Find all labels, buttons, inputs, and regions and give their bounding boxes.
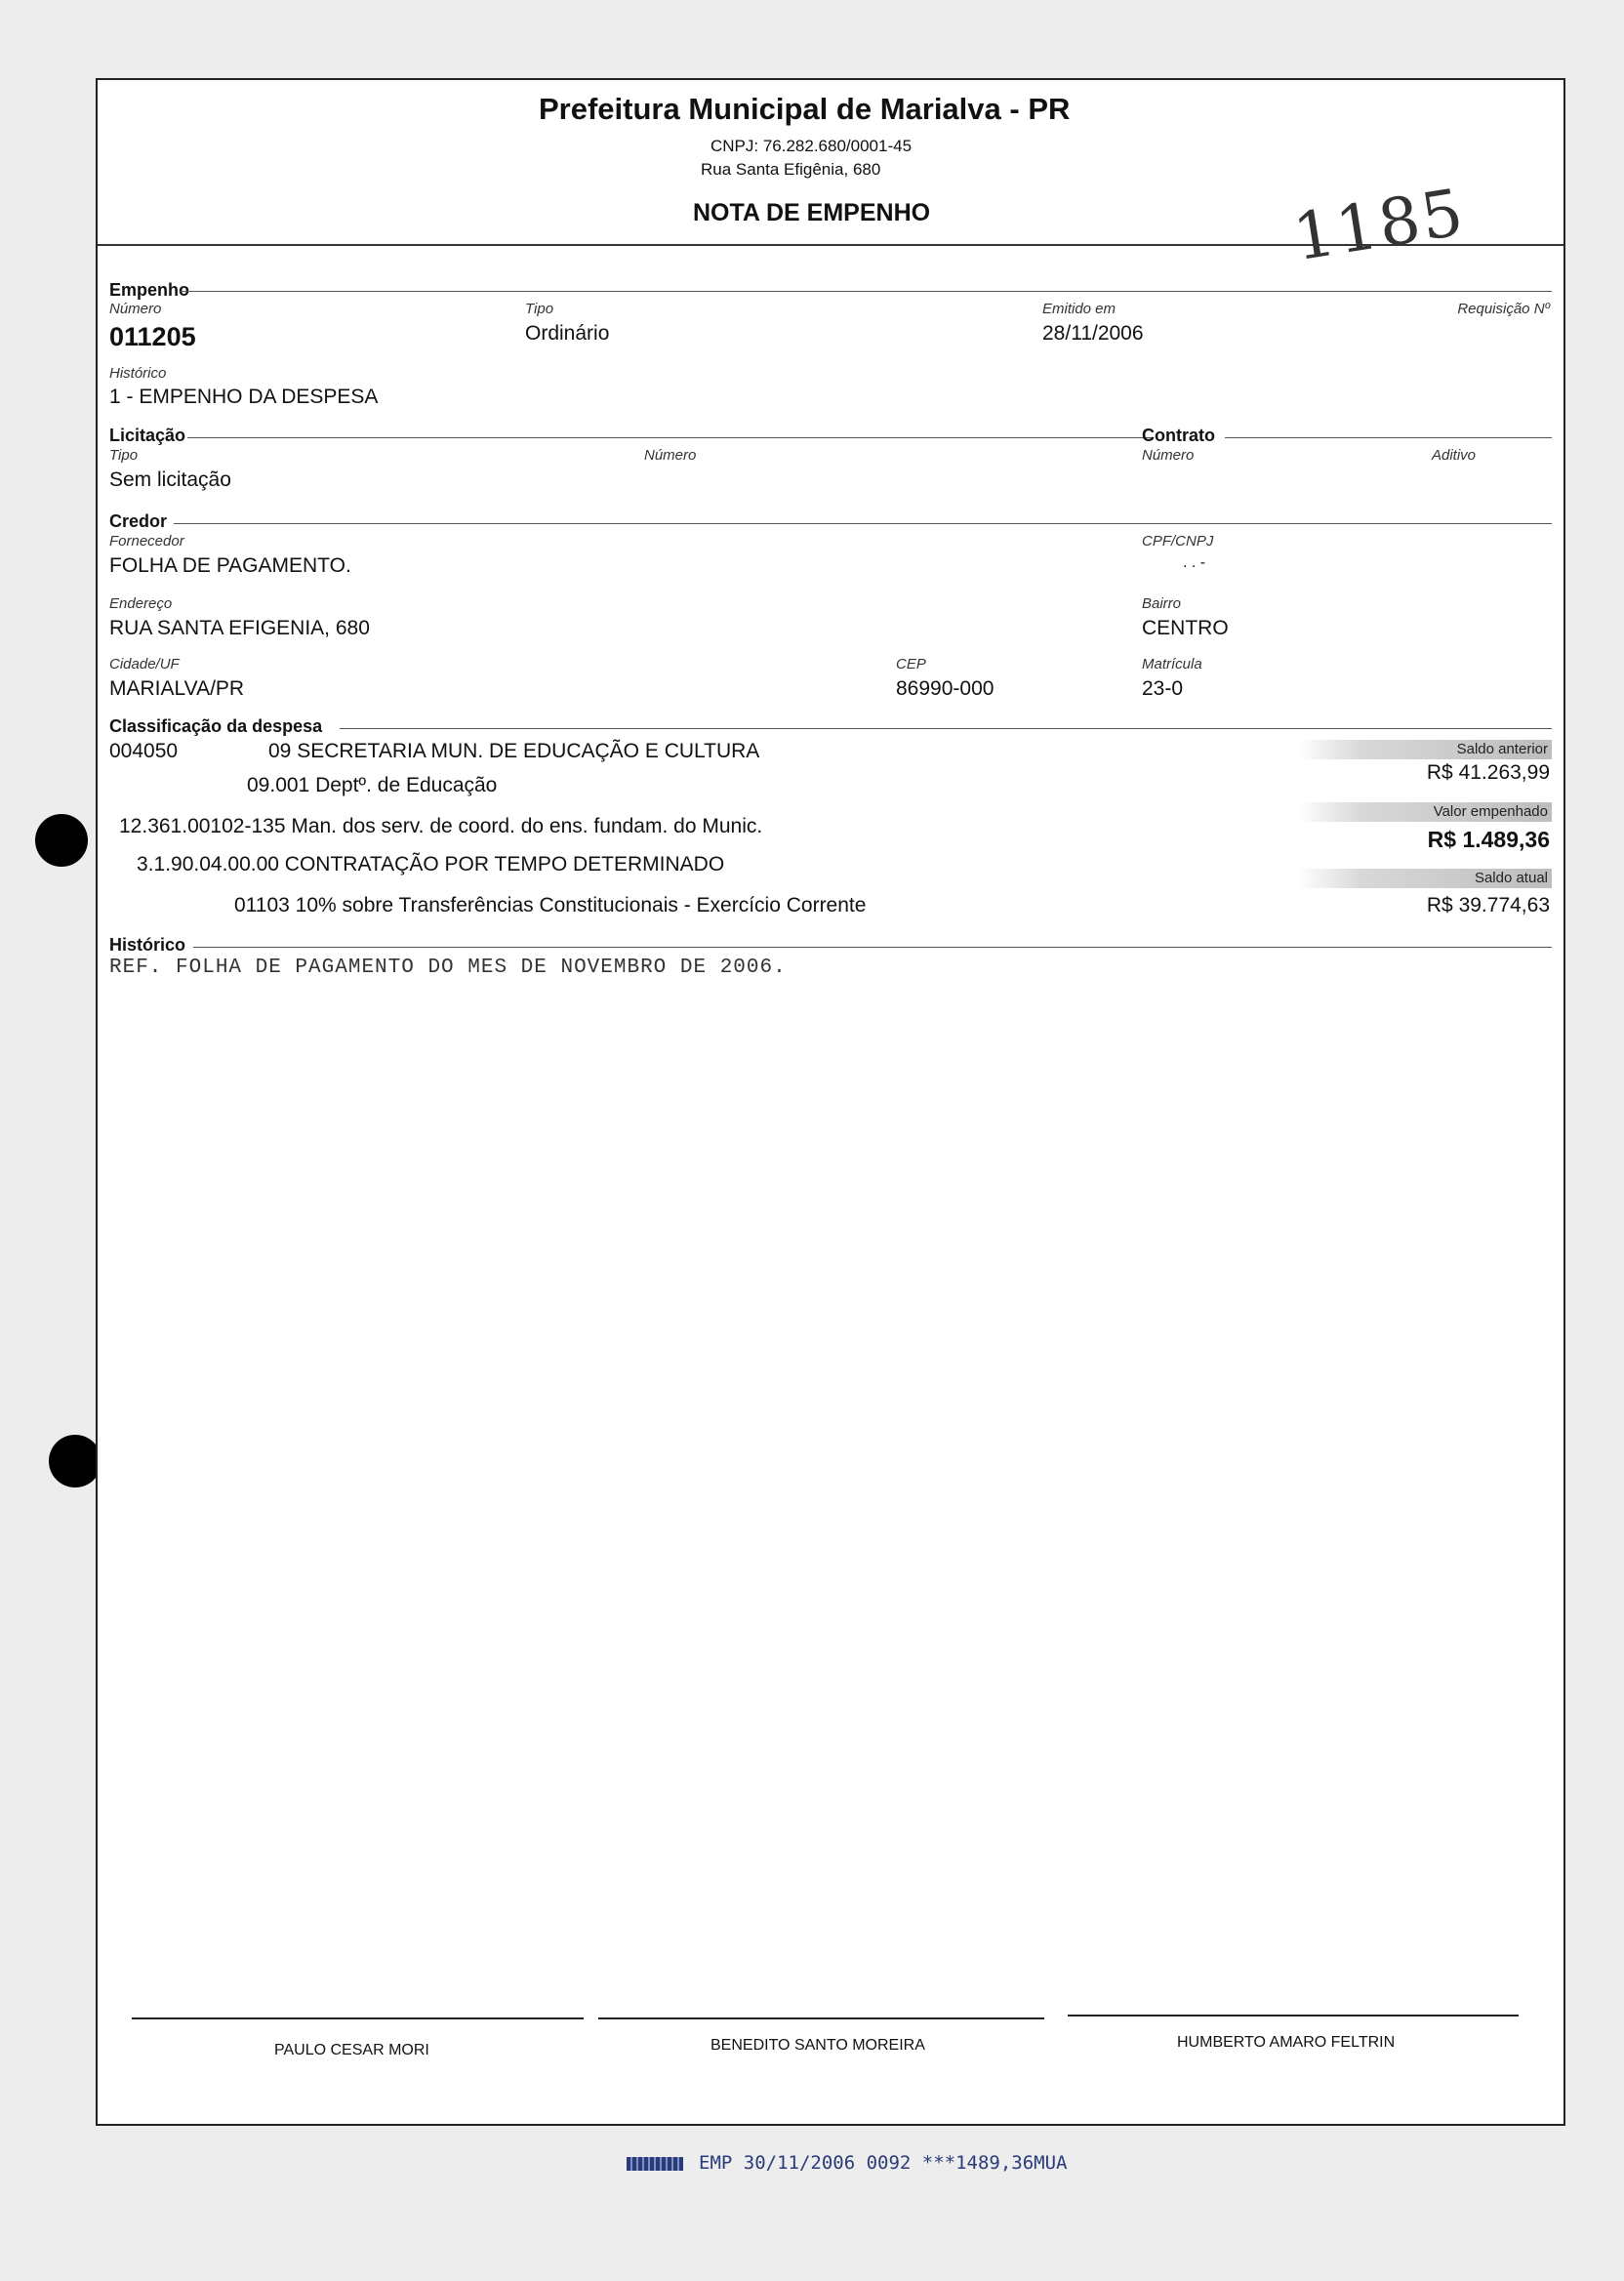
stamp-text: EMP 30/11/2006 0092 ***1489,36MUA [699,2152,1068,2174]
licitacao-rule [187,437,1154,438]
valor-empenhado-label-bg [1298,802,1552,822]
emitido-label: Emitido em [1042,301,1116,317]
saldo-anterior-label-bg [1298,740,1552,759]
fornecedor-label: Fornecedor [109,533,184,550]
valor-empenhado-label: Valor empenhado [1433,803,1548,820]
contrato-aditivo-label: Aditivo [1431,447,1476,464]
classificacao-elemento: 3.1.90.04.00.00 CONTRATAÇÃO POR TEMPO DETERMINADO [137,853,725,876]
bairro-value: CENTRO [1142,617,1229,639]
signature-name-3: HUMBERTO AMARO FELTRIN [1177,2034,1396,2051]
protocol-stamp [627,2152,1068,2174]
nota-de-empenho-sheet [96,78,1565,2126]
section-credor: Credor [109,511,168,531]
classificacao-rule [340,728,1552,729]
fornecedor-value: FOLHA DE PAGAMENTO. [109,554,351,577]
punch-hole-bottom [49,1435,102,1487]
cep-label: CEP [896,656,926,672]
valor-empenhado-value: R$ 1.489,36 [1427,827,1550,852]
signature-line-3 [1068,2015,1519,2016]
matricula-label: Matrícula [1142,656,1202,672]
signature-line-1 [132,2017,584,2019]
classificacao-codigo: 004050 [109,740,179,762]
signature-name-2: BENEDITO SANTO MOREIRA [710,2037,925,2054]
endereco-value: RUA SANTA EFIGENIA, 680 [109,617,370,639]
cpf-label: CPF/CNPJ [1142,533,1214,550]
saldo-anterior-label: Saldo anterior [1456,741,1548,757]
cep-value: 86990-000 [896,677,995,700]
signature-name-1: PAULO CESAR MORI [274,2042,429,2058]
address: Rua Santa Efigênia, 680 [701,160,881,179]
cnpj: CNPJ: 76.282.680/0001-45 [710,137,913,155]
section-historico: Histórico [109,935,186,955]
saldo-atual-value: R$ 39.774,63 [1426,894,1550,916]
historico-text: REF. FOLHA DE PAGAMENTO DO MES DE NOVEMBRO DE 2006. [109,957,787,979]
cidade-value: MARIALVA/PR [109,677,245,700]
licitacao-numero-label: Número [644,447,697,464]
page-title: Prefeitura Municipal de Marialva - PR [539,92,1071,126]
classificacao-projeto: 12.361.00102-135 Man. dos serv. de coord. do ens. fundam. do Munic. [119,815,763,837]
saldo-anterior-value: R$ 41.263,99 [1426,761,1550,784]
saldo-atual-label-bg [1298,869,1552,888]
document-title: NOTA DE EMPENHO [693,199,931,226]
historico-rule [193,947,1552,948]
licitacao-tipo-value: Sem licitação [109,468,231,491]
historico-label: Histórico [109,365,167,382]
section-licitacao: Licitação [109,426,186,445]
tipo-label: Tipo [525,301,554,317]
signature-line-2 [598,2017,1044,2019]
section-contrato: Contrato [1142,426,1215,445]
credor-rule [174,523,1552,524]
historico-value: 1 - EMPENHO DA DESPESA [109,386,379,408]
contrato-numero-label: Número [1142,447,1195,464]
classificacao-fonte: 01103 10% sobre Transferências Constitucionais - Exercício Corrente [234,894,867,916]
handwritten-number: 1185 [1288,174,1470,276]
classificacao-orgao: 09 SECRETARIA MUN. DE EDUCAÇÃO E CULTURA [268,740,760,762]
classificacao-unidade: 09.001 Deptº. de Educação [247,774,498,796]
requisicao-label: Requisição Nº [1457,301,1550,317]
section-empenho: Empenho [109,280,190,300]
empenho-number: 011205 [109,322,196,351]
punch-hole-top [35,814,88,867]
bairro-label: Bairro [1142,595,1182,612]
saldo-atual-label: Saldo atual [1474,870,1548,886]
cpf-value: . . - [1183,554,1206,571]
licitacao-tipo-label: Tipo [109,447,139,464]
endereco-label: Endereço [109,595,173,612]
emitido-value: 28/11/2006 [1042,322,1144,345]
tipo-value: Ordinário [525,322,610,345]
numero-label: Número [109,301,162,317]
stamp-mark-icon [627,2157,683,2171]
cidade-label: Cidade/UF [109,656,180,672]
empenho-rule [180,291,1552,292]
header-divider [98,244,1563,246]
contrato-rule [1225,437,1552,438]
section-classificacao: Classificação da despesa [109,716,323,736]
matricula-value: 23-0 [1142,677,1184,700]
